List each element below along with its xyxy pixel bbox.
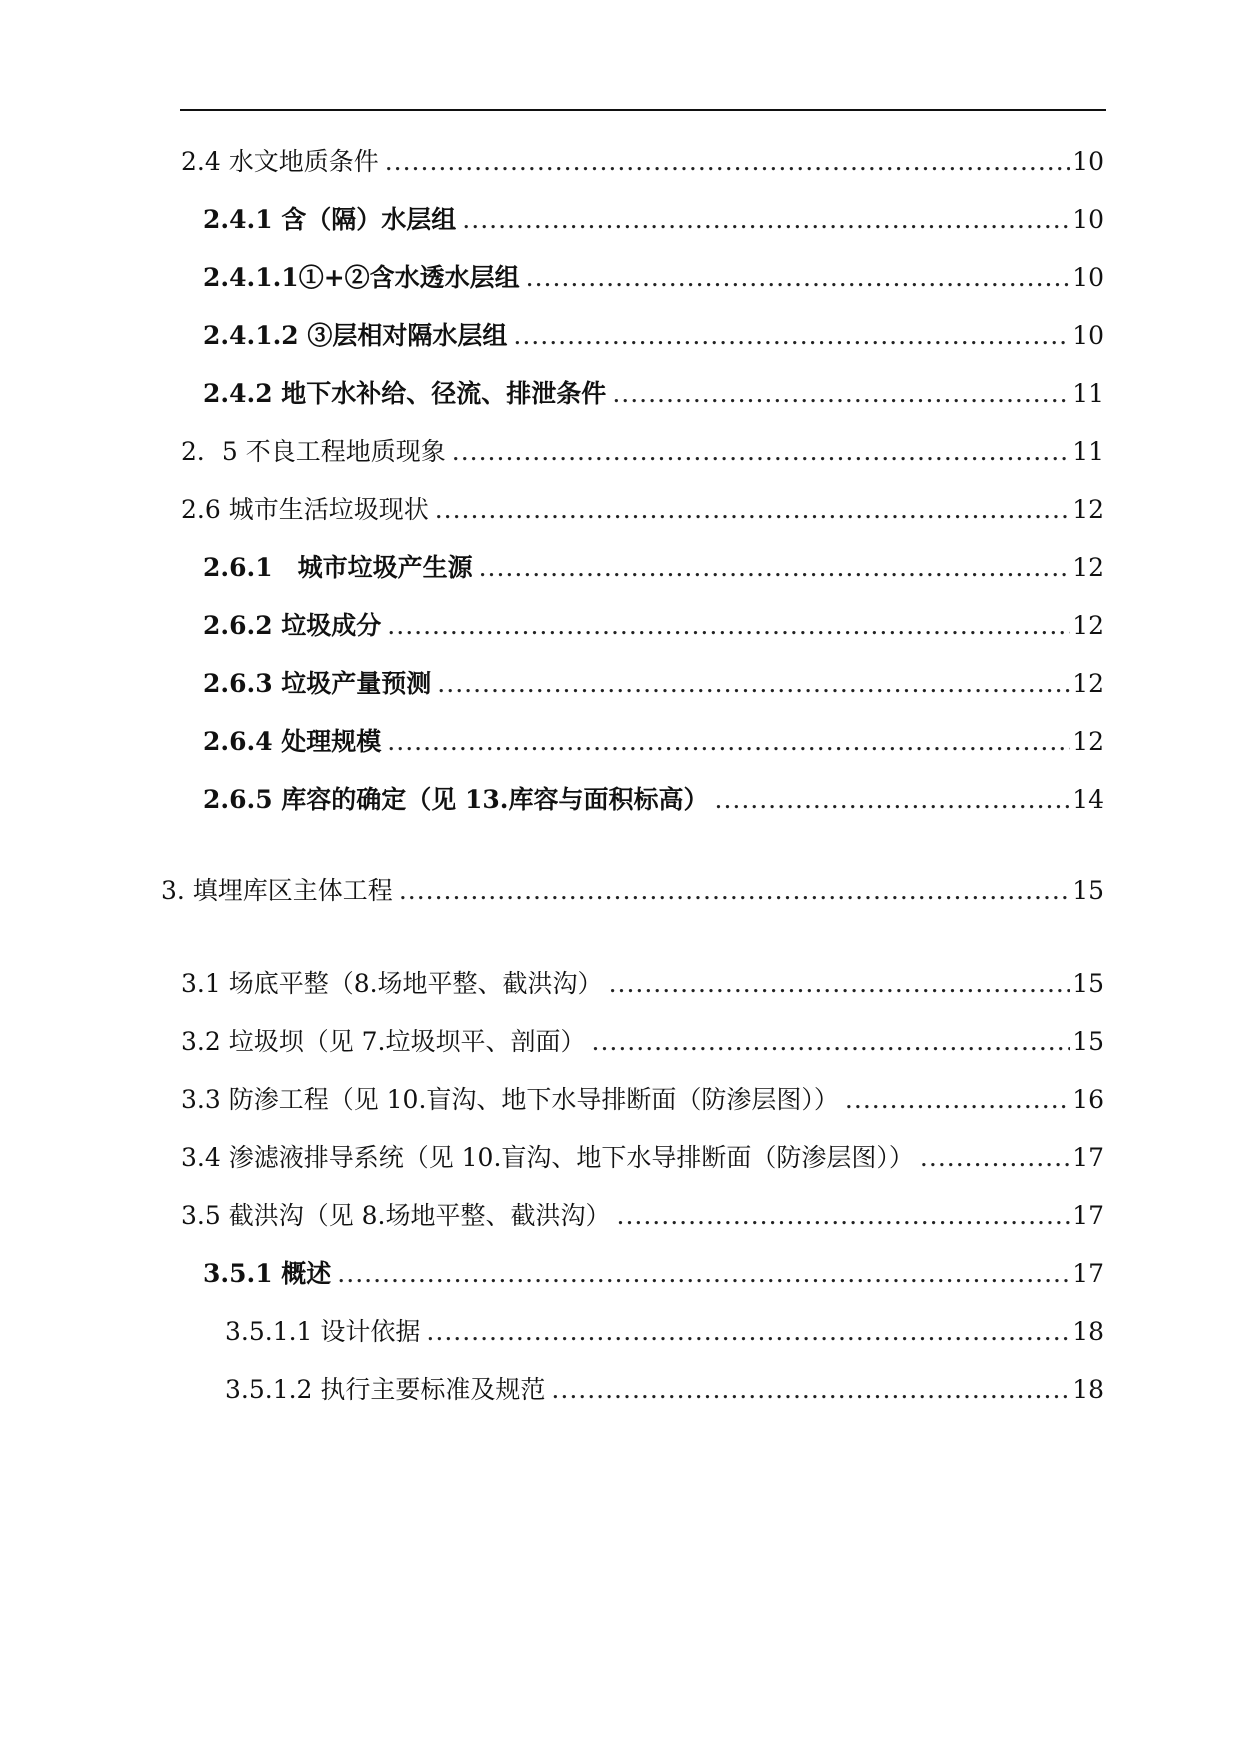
toc-entry-2-6[interactable] — [181, 493, 1104, 527]
toc-entry-page: 12 — [1072, 553, 1104, 582]
toc-entry-title: 2.4 水文地质条件 — [181, 147, 379, 176]
toc-dot-leader — [462, 203, 1070, 237]
toc-entry-title: 2.4.1 含（隔）水层组 — [203, 205, 457, 234]
toc-entry-2-6-2[interactable] — [203, 609, 1104, 643]
toc-entry-page: 18 — [1072, 1317, 1104, 1346]
toc-entry-page: 10 — [1072, 321, 1104, 350]
toc-entry-page: 11 — [1072, 437, 1104, 466]
toc-entry-3-1[interactable] — [181, 967, 1104, 1001]
toc-entry-title: 3.2 垃圾坝（见 7.垃圾坝平、剖面） — [181, 1027, 586, 1056]
toc-entry-2-6-3[interactable] — [203, 667, 1104, 701]
toc-dot-leader — [437, 667, 1070, 701]
toc-entry-title: 2.6.4 处理规模 — [203, 727, 382, 756]
toc-dot-leader — [479, 551, 1071, 585]
toc-entry-title: 3.4 渗滤液排导系统（见 10.盲沟、地下水导排断面（防渗层图）） — [181, 1143, 914, 1172]
toc-entry-2-4[interactable] — [181, 145, 1104, 179]
toc-entry-3[interactable] — [161, 874, 1104, 908]
toc-dot-leader — [592, 1025, 1071, 1059]
toc-dot-leader — [845, 1083, 1070, 1117]
toc-entry-3-5-1-2[interactable] — [225, 1373, 1104, 1407]
toc-entry-3-5-1[interactable] — [203, 1257, 1104, 1291]
toc-entry-title: 2.4.2 地下水补给、径流、排泄条件 — [203, 379, 607, 408]
toc-dot-leader — [399, 874, 1070, 908]
toc-entry-title: 3.5.1 概述 — [203, 1259, 332, 1288]
toc-entry-page: 18 — [1072, 1375, 1104, 1404]
toc-entry-title: 3.5.1.2 执行主要标准及规范 — [225, 1375, 546, 1404]
toc-entry-3-5-1-1[interactable] — [225, 1315, 1104, 1349]
toc-entry-page: 15 — [1072, 969, 1104, 998]
toc-dot-leader — [337, 1257, 1070, 1291]
toc-entry-page: 12 — [1072, 611, 1104, 640]
header-rule — [180, 109, 1106, 111]
toc-entry-page: 10 — [1072, 263, 1104, 292]
toc-entry-title: 2.6.2 垃圾成分 — [203, 611, 382, 640]
toc-entry-3-3[interactable] — [181, 1083, 1104, 1117]
toc-entry-title: 2.6.5 库容的确定（见 13.库容与面积标高） — [203, 785, 709, 814]
toc-entry-title: 3.5.1.1 设计依据 — [225, 1317, 421, 1346]
toc-entry-title: 2.4.1.1①+②含水透水层组 — [203, 263, 520, 292]
toc-dot-leader — [526, 261, 1071, 295]
toc-entry-page: 14 — [1072, 785, 1104, 814]
toc-entry-3-4[interactable] — [181, 1141, 1104, 1175]
toc-entry-page: 17 — [1072, 1259, 1104, 1288]
toc-entry-title: 3.3 防渗工程（见 10.盲沟、地下水导排断面（防渗层图）） — [181, 1085, 839, 1114]
toc-entry-title: 3. 填埋库区主体工程 — [161, 876, 393, 905]
toc-entry-page: 17 — [1072, 1143, 1104, 1172]
toc-entry-page: 16 — [1072, 1085, 1104, 1114]
toc-dot-leader — [513, 319, 1070, 353]
toc-entry-title: 2.6 城市生活垃圾现状 — [181, 495, 429, 524]
toc-entry-page: 11 — [1072, 379, 1104, 408]
toc-entry-page: 10 — [1072, 205, 1104, 234]
toc-entry-2-4-2[interactable] — [203, 377, 1104, 411]
toc-entry-2-6-5[interactable] — [203, 783, 1104, 817]
toc-entry-page: 17 — [1072, 1201, 1104, 1230]
toc-entry-page: 12 — [1072, 495, 1104, 524]
toc-entry-3-2[interactable] — [181, 1025, 1104, 1059]
toc-dot-leader — [387, 725, 1070, 759]
toc-entry-page: 15 — [1072, 876, 1104, 905]
toc-dot-leader — [452, 435, 1070, 469]
toc-dot-leader — [609, 967, 1071, 1001]
toc-entry-title: 3.5 截洪沟（见 8.场地平整、截洪沟） — [181, 1201, 611, 1230]
toc-entry-2-4-1[interactable] — [203, 203, 1104, 237]
toc-entry-3-5[interactable] — [181, 1199, 1104, 1233]
toc-dot-leader — [715, 783, 1071, 817]
toc-dot-leader — [435, 493, 1070, 527]
toc-entry-page: 12 — [1072, 669, 1104, 698]
toc-entry-page: 10 — [1072, 147, 1104, 176]
toc-dot-leader — [612, 377, 1070, 411]
toc-dot-leader — [920, 1141, 1070, 1175]
toc-entry-page: 15 — [1072, 1027, 1104, 1056]
toc-entry-title: 3.1 场底平整（8.场地平整、截洪沟） — [181, 969, 603, 998]
toc-entry-page: 12 — [1072, 727, 1104, 756]
toc-dot-leader — [551, 1373, 1070, 1407]
toc-entry-2-6-4[interactable] — [203, 725, 1104, 759]
toc-entry-title: 2.6.3 垃圾产量预测 — [203, 669, 432, 698]
toc-entry-2-6-1[interactable] — [203, 551, 1104, 585]
toc-dot-leader — [387, 609, 1070, 643]
toc-entry-2-4-1-2[interactable] — [203, 319, 1104, 353]
toc-entry-title: 2.6.1 城市垃圾产生源 — [203, 553, 473, 582]
toc-entry-title: 2．5 不良工程地质现象 — [181, 437, 446, 466]
toc-entry-2-5[interactable] — [181, 435, 1104, 469]
toc-entry-2-4-1-1[interactable] — [203, 261, 1104, 295]
toc-entry-title: 2.4.1.2 ③层相对隔水层组 — [203, 321, 508, 350]
toc-dot-leader — [617, 1199, 1071, 1233]
toc-dot-leader — [385, 145, 1070, 179]
toc-dot-leader — [426, 1315, 1070, 1349]
